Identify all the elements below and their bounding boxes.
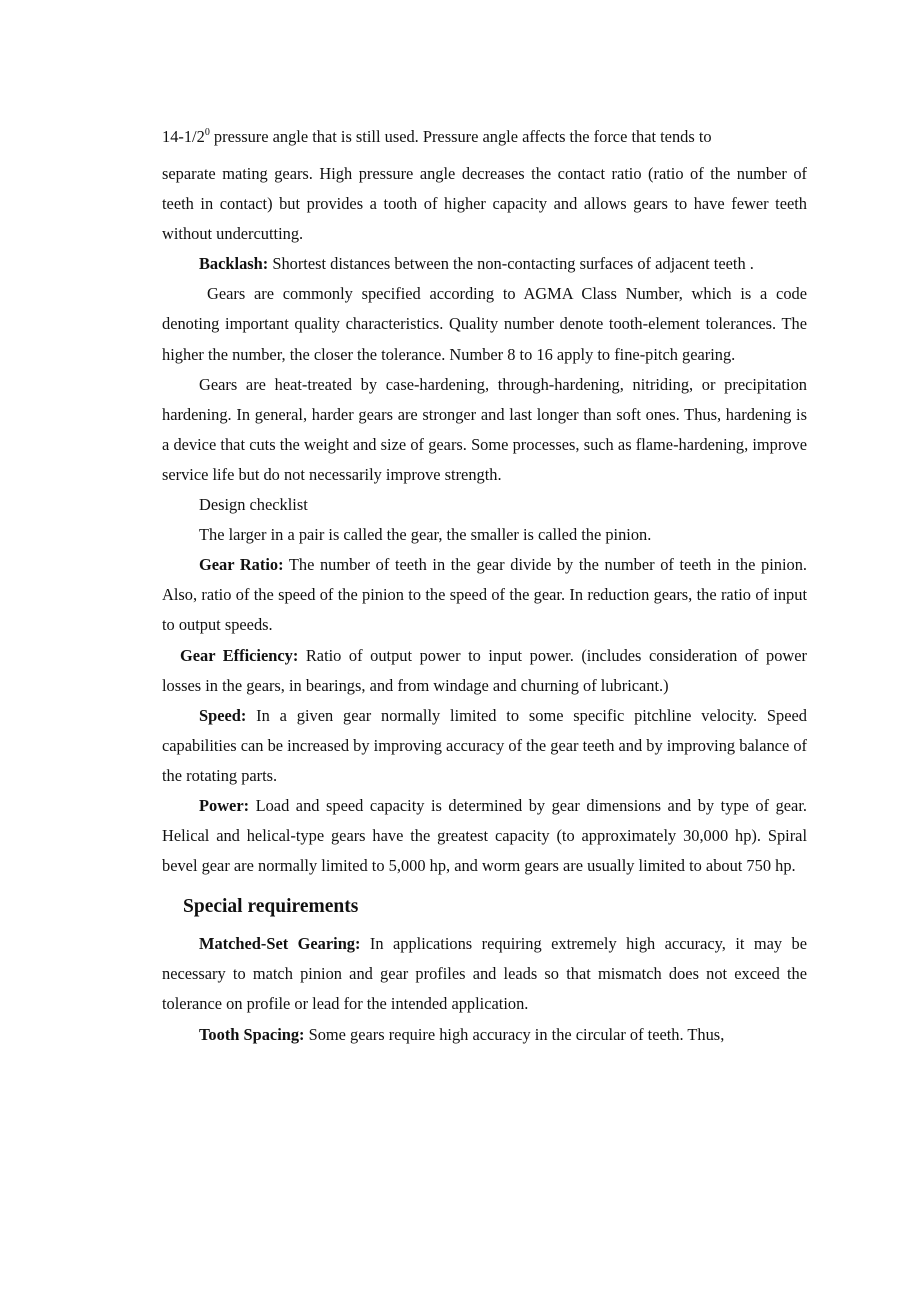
angle-prefix: 14-1/ (162, 127, 197, 146)
paragraph-pressure-angle (162, 121, 807, 159)
angle-superscript: 0 (204, 127, 210, 138)
paragraph-text: separate mating gears. High pressure angle decreases the contact ratio (ratio of the number of teeth in contact) but provides a tooth of higher capacity and allows gears to have fewer teeth without undercutting. (162, 164, 807, 244)
paragraph-text: Load and speed capacity is determined by gear dimensions and by type of gear. Helical and helical-type gears have the greatest capacity (to approximately 30,000 hp). Spiral bevel gear are normally limited to 5,000 hp, and worm gears are usually limited to about 750 hp. (162, 795, 807, 876)
paragraph-text: pressure angle that is still used. Pressure angle affects the force that tends to (213, 127, 712, 146)
paragraph-text: Some gears require high accuracy in the circular of teeth. Thus, (304, 1024, 725, 1044)
paragraph-text: Gears are commonly specified according to AGMA Class Number, which is a code denoting important quality characteristics. Quality number denote tooth-element tolerances. The higher the number, the closer the tolerance. Number 8 to 16 apply to fine-pitch gearing. (162, 284, 807, 364)
term-speed: Speed: (199, 705, 247, 725)
paragraph-tooth-spacing (162, 1020, 807, 1050)
paragraph-gear-efficiency (162, 641, 807, 701)
paragraph-design-checklist (162, 490, 807, 520)
section-heading-special-requirements: Special requirements (183, 896, 359, 918)
paragraph-power (162, 791, 807, 881)
paragraph-text: Design checklist (199, 495, 308, 515)
term-backlash: Backlash: (199, 254, 269, 274)
paragraph-speed (162, 701, 807, 791)
paragraph-text: In applications requiring extremely high accuracy, it may be necessary to match pinion and gear profiles and leads so that mismatch does not exceed the tolerance on profile or lead for the intended application. (162, 934, 807, 1014)
paragraph-text: The number of teeth in the gear divide by the number of teeth in the pinion. Also, ratio of the speed of the pinion to the speed of the gear. In reduction gears, the ratio of input to output speeds. (162, 555, 807, 635)
paragraph-text: Gears are heat-treated by case-hardening, through-hardening, nitriding, or precipitation hardening. In general, harder gears are stronger and last longer than soft ones. Thus, hardening is a device that cuts the weight and size of gears. Some processes, such as flame-hardening, improve service life but do not necessarily improve strength. (162, 374, 807, 484)
angle-base: 2 (196, 127, 205, 146)
term-gear-efficiency: Gear Efficiency: (180, 645, 299, 665)
term-matched-set: Matched-Set Gearing: (199, 934, 361, 954)
paragraph-text: The larger in a pair is called the gear, the smaller is called the pinion. (199, 525, 652, 545)
term-gear-ratio: Gear Ratio: (199, 555, 284, 575)
document-body (162, 121, 807, 1050)
paragraph-gear-pinion (162, 520, 807, 550)
paragraph-gear-ratio (162, 550, 807, 640)
term-power: Power: (199, 795, 250, 815)
paragraph-text: Ratio of output power to input power. (includes consideration of power losses in the gears, in bearings, and from windage and churning of lubricant.) (162, 645, 807, 695)
term-tooth-spacing: Tooth Spacing: (199, 1024, 305, 1044)
paragraph-heat-treatment (162, 370, 807, 490)
paragraph-matched-set (162, 929, 807, 1019)
paragraph-backlash (162, 249, 807, 279)
paragraph-text: Shortest distances between the non-contacting surfaces of adjacent teeth . (268, 254, 754, 274)
paragraph-pressure-angle-continued (162, 159, 807, 249)
paragraph-text: In a given gear normally limited to some specific pitchline velocity. Speed capabilities can be increased by improving accuracy of the gear teeth and by improving balance of the rotating parts. (162, 705, 807, 785)
paragraph-agma (162, 279, 807, 369)
